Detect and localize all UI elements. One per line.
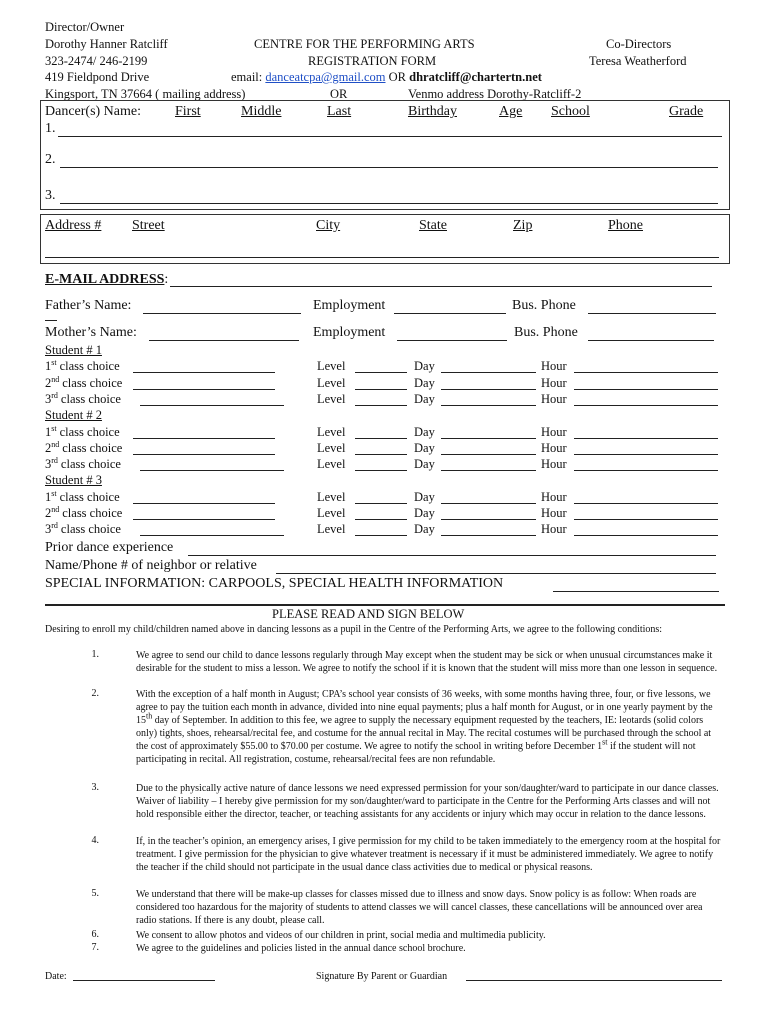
term-number: 5. [91, 888, 99, 899]
level-label: Level [317, 440, 346, 455]
hour-field[interactable] [574, 372, 718, 373]
class-choice-field[interactable] [140, 470, 284, 471]
choice-ordinal: nd [51, 439, 60, 449]
hour-field[interactable] [574, 438, 718, 439]
class-choice-field[interactable] [133, 372, 275, 373]
email-line [231, 69, 542, 85]
day-field[interactable] [441, 372, 536, 373]
director-name: Dorothy Hanner Ratcliff [45, 37, 168, 51]
or-label-2: OR [330, 87, 348, 101]
term-number: 7. [91, 942, 99, 953]
level-field[interactable] [355, 389, 407, 390]
choice-number: 2 [45, 506, 52, 520]
level-field[interactable] [355, 405, 407, 406]
level-field[interactable] [355, 454, 407, 455]
class-choice-field[interactable] [133, 438, 275, 439]
venmo-address: Venmo address Dorothy-Ratcliff-2 [408, 87, 582, 101]
choice-ordinal: st [51, 358, 57, 368]
col-age: Age [499, 104, 523, 119]
email-link[interactable]: danceatcpa@gmail.com [265, 70, 386, 84]
mother-phone-label: Bus. Phone [514, 325, 578, 340]
father-employment-field[interactable] [394, 313, 506, 314]
mother-name-label: Mother’s Name: [45, 325, 137, 340]
col-last: Last [327, 104, 352, 119]
divider [45, 604, 725, 606]
or-label: OR [388, 70, 407, 84]
dancer-1-field[interactable] [58, 136, 722, 137]
term-number: 2. [91, 688, 99, 699]
director-label: Director/Owner [45, 20, 125, 34]
col-grade: Grade [669, 104, 704, 119]
choice-number: 1 [45, 489, 52, 504]
col-zip: Zip [513, 218, 533, 233]
hour-field[interactable] [574, 470, 718, 471]
choice-text: class choice [62, 375, 123, 390]
day-field[interactable] [441, 454, 536, 455]
hour-label: Hour [541, 489, 567, 504]
choice-number: 1 [45, 424, 52, 439]
class-choice-label [45, 506, 122, 521]
neighbor-label: Name/Phone # of neighbor or relative [45, 558, 257, 573]
day-label: Day [414, 391, 435, 406]
col-first: First [175, 104, 201, 119]
prior-experience-label: Prior dance experience [45, 540, 174, 555]
col-birthday: Birthday [408, 104, 457, 119]
level-label: Level [317, 424, 346, 439]
choice-ordinal: st [51, 488, 57, 498]
mother-name-field[interactable] [149, 340, 299, 341]
dancer-3-field[interactable] [60, 203, 718, 204]
term-text: We agree to the guidelines and policies listed in the annual dance school brochure. [136, 943, 466, 954]
hour-field[interactable] [574, 503, 718, 504]
divider [45, 320, 57, 321]
student-title: Student # 2 [45, 408, 102, 423]
hour-label: Hour [541, 359, 567, 374]
class-choice-label [45, 490, 120, 505]
day-field[interactable] [441, 470, 536, 471]
hour-label: Hour [541, 506, 567, 520]
level-field[interactable] [355, 438, 407, 439]
class-choice-label [45, 359, 120, 374]
class-choice-field[interactable] [133, 454, 275, 455]
special-info-field[interactable] [553, 591, 719, 592]
date-label: Date: [45, 971, 67, 982]
level-label: Level [317, 506, 346, 520]
terms-intro: Desiring to enroll my child/children named above in dancing lessons as a pupil in the Centre of the Performing Arts, we agree to the following conditions: [45, 624, 663, 635]
dancer-row-1: 1. [45, 121, 56, 136]
mother-phone-field[interactable] [588, 340, 714, 341]
father-employment-label: Employment [313, 298, 386, 313]
codirector-name: Teresa Weatherford [589, 54, 687, 68]
day-label: Day [414, 457, 435, 472]
term-number: 6. [91, 929, 99, 940]
day-field[interactable] [441, 389, 536, 390]
choice-number: 3 [45, 391, 52, 406]
hour-field[interactable] [574, 405, 718, 406]
address-field[interactable] [45, 257, 719, 258]
col-middle: Middle [241, 104, 282, 119]
dancer-name-label: Dancer(s) Name: [45, 104, 142, 119]
class-choice-field[interactable] [140, 405, 284, 406]
class-choice-label [45, 522, 121, 537]
level-field[interactable] [355, 372, 407, 373]
dancer-2-field[interactable] [60, 167, 718, 168]
codirectors-label: Co-Directors [606, 37, 672, 51]
choice-number: 3 [45, 457, 52, 472]
day-field[interactable] [441, 438, 536, 439]
father-phone-label: Bus. Phone [512, 298, 576, 313]
level-label: Level [317, 457, 346, 472]
signature-field[interactable] [466, 980, 722, 981]
level-label: Level [317, 375, 346, 390]
form-subtitle: REGISTRATION FORM [308, 54, 437, 68]
dancer-row-2: 2. [45, 152, 56, 167]
term-text: We agree to send our child to dance lessons regularly through May except when the student may be sick or when unusual circumstances make it desirable for the student to miss a lesson. We agree to notify the school if it is known that the student will miss more than one lesson in sequence. [136, 650, 718, 674]
class-choice-field[interactable] [140, 535, 284, 536]
mother-employment-label: Employment [313, 325, 386, 340]
level-label: Level [317, 522, 346, 537]
choice-number: 2 [45, 440, 52, 455]
choice-text: class choice [59, 424, 120, 439]
level-field[interactable] [355, 519, 407, 520]
email-alt: dhratcliff@chartertn.net [409, 70, 542, 84]
day-field[interactable] [441, 519, 536, 520]
hour-label: Hour [541, 440, 567, 455]
prior-experience-field[interactable] [188, 555, 716, 556]
email-label: email: [231, 70, 263, 84]
col-school: School [551, 104, 590, 119]
term-number: 1. [91, 649, 99, 660]
class-choice-field[interactable] [133, 503, 275, 504]
date-field[interactable] [73, 980, 215, 981]
choice-ordinal: rd [51, 455, 58, 465]
level-field[interactable] [355, 503, 407, 504]
col-street: Street [132, 218, 165, 233]
col-state: State [419, 218, 447, 233]
day-label: Day [414, 359, 435, 374]
director-phone: 323-2474/ 246-2199 [45, 54, 148, 68]
day-field[interactable] [441, 405, 536, 406]
hour-field[interactable] [574, 454, 718, 455]
choice-ordinal: nd [51, 374, 60, 384]
father-phone-field[interactable] [588, 313, 716, 314]
day-label: Day [414, 440, 435, 455]
terms-heading: PLEASE READ AND SIGN BELOW [272, 607, 465, 621]
hour-label: Hour [541, 391, 567, 406]
level-label: Level [317, 391, 346, 406]
choice-text: class choice [59, 359, 120, 374]
hour-field[interactable] [574, 519, 718, 520]
col-address-num: Address # [45, 218, 102, 233]
director-street: 419 Fieldpond Drive [45, 70, 150, 84]
hour-label: Hour [541, 457, 567, 472]
mother-employment-field[interactable] [397, 340, 507, 341]
class-choice-field[interactable] [133, 389, 275, 390]
hour-label: Hour [541, 522, 567, 537]
email-address-label: E-MAIL ADDRESS: [45, 272, 169, 287]
term-number: 3. [91, 782, 99, 793]
father-name-field[interactable] [143, 313, 301, 314]
level-field[interactable] [355, 470, 407, 471]
hour-field[interactable] [574, 389, 718, 390]
signature-label: Signature By Parent or Guardian [316, 971, 448, 982]
class-choice-field[interactable] [133, 519, 275, 520]
father-name-label: Father’s Name: [45, 298, 132, 313]
term-text: With the exception of a half month in August; CPA’s school year consists of 36 weeks, with some months having three, four, or five lessons, we agree to pay the tuition each month in advance, divided into nine equal payments; plus a half month for August, or in one yearly payment by the 15th day of September. In addition to this fee, we agree to supply the necessary equipment requested by the teachers, IE: leotards (solid colors only) tights, shoes, rehearsal/recital fee, and costume for the annual recital in May. The recital costumes will be purchased through the school at the cost of approximately $55.00 to $70.00 per costume. We agree to notify the school in writing before December 1st if the student will not participating in recital. All registration, costume, rehearsal/recital fees are non refundable. [136, 689, 713, 765]
choice-ordinal: st [51, 423, 57, 433]
choice-text: class choice [60, 522, 121, 537]
term-text: Due to the physically active nature of dance lessons we need expressed permission for your son/daughter/ward to participate in our dance classes. Waiver of liability – I hereby give permission for my son/daughter/ward to participate in the Centre for the Performing Arts classes and will not hold responsible either the director, teacher, or teaching assistants for any accidents or injury which may occur in relation to the dance lessons. [136, 783, 719, 820]
choice-ordinal: rd [51, 521, 58, 531]
choice-number: 3 [45, 522, 52, 537]
class-choice-label [45, 425, 120, 440]
day-label: Day [414, 375, 435, 390]
day-field[interactable] [441, 503, 536, 504]
choice-text: class choice [62, 506, 123, 520]
class-choice-label [45, 441, 122, 456]
term-number: 4. [91, 835, 99, 846]
term-text: We consent to allow photos and videos of our children in print, social media and multimedia publicity. [136, 930, 546, 941]
class-choice-label [45, 457, 121, 472]
day-field[interactable] [441, 535, 536, 536]
col-city: City [316, 218, 341, 233]
choice-text: class choice [60, 457, 121, 472]
director-city: Kingsport, TN 37664 ( mailing address) [45, 87, 246, 101]
choice-text: class choice [59, 489, 120, 504]
choice-ordinal: rd [51, 390, 58, 400]
day-label: Day [414, 522, 435, 537]
dancers-box [40, 100, 730, 210]
class-choice-label [45, 392, 121, 407]
hour-label: Hour [541, 424, 567, 439]
page-title: CENTRE FOR THE PERFORMING ARTS [254, 37, 475, 51]
term-text: We understand that there will be make-up classes for classes missed due to illness and snow days. Snow policy is as follow: When roads are considered too hazardous for the majority of students to attend classes we will cancel classes, these cancellations will be announced over area radio stations. If there is any doubt, please call. [136, 889, 703, 926]
choice-number: 2 [45, 375, 52, 390]
choice-ordinal: nd [51, 504, 60, 514]
choice-text: class choice [60, 391, 121, 406]
student-title: Student # 1 [45, 343, 102, 357]
special-info-label: SPECIAL INFORMATION: CARPOOLS, SPECIAL HEALTH INFORMATION [45, 576, 504, 591]
choice-text: class choice [62, 440, 123, 455]
choice-number: 1 [45, 359, 52, 374]
level-field[interactable] [355, 535, 407, 536]
day-label: Day [414, 424, 435, 439]
hour-field[interactable] [574, 535, 718, 536]
term-text: If, in the teacher’s opinion, an emergency arises, I give permission for my child to be taken immediately to the emergency room at the hospital for treatment. I give permission for the physician to give whatever treatment is necessary if it must be administered immediately. We agree to notify the teacher if the child should not participate in the usual dance class activities due to medical or physical reasons. [136, 836, 721, 873]
class-choice-label [45, 376, 122, 391]
neighbor-field[interactable] [276, 573, 716, 574]
student-title: Student # 3 [45, 473, 102, 488]
col-phone: Phone [608, 218, 643, 233]
hour-label: Hour [541, 375, 567, 390]
level-label: Level [317, 359, 346, 374]
day-label: Day [414, 506, 435, 520]
dancer-row-3: 3. [45, 188, 56, 203]
email-address-field[interactable] [170, 286, 712, 287]
level-label: Level [317, 489, 346, 504]
day-label: Day [414, 489, 435, 504]
